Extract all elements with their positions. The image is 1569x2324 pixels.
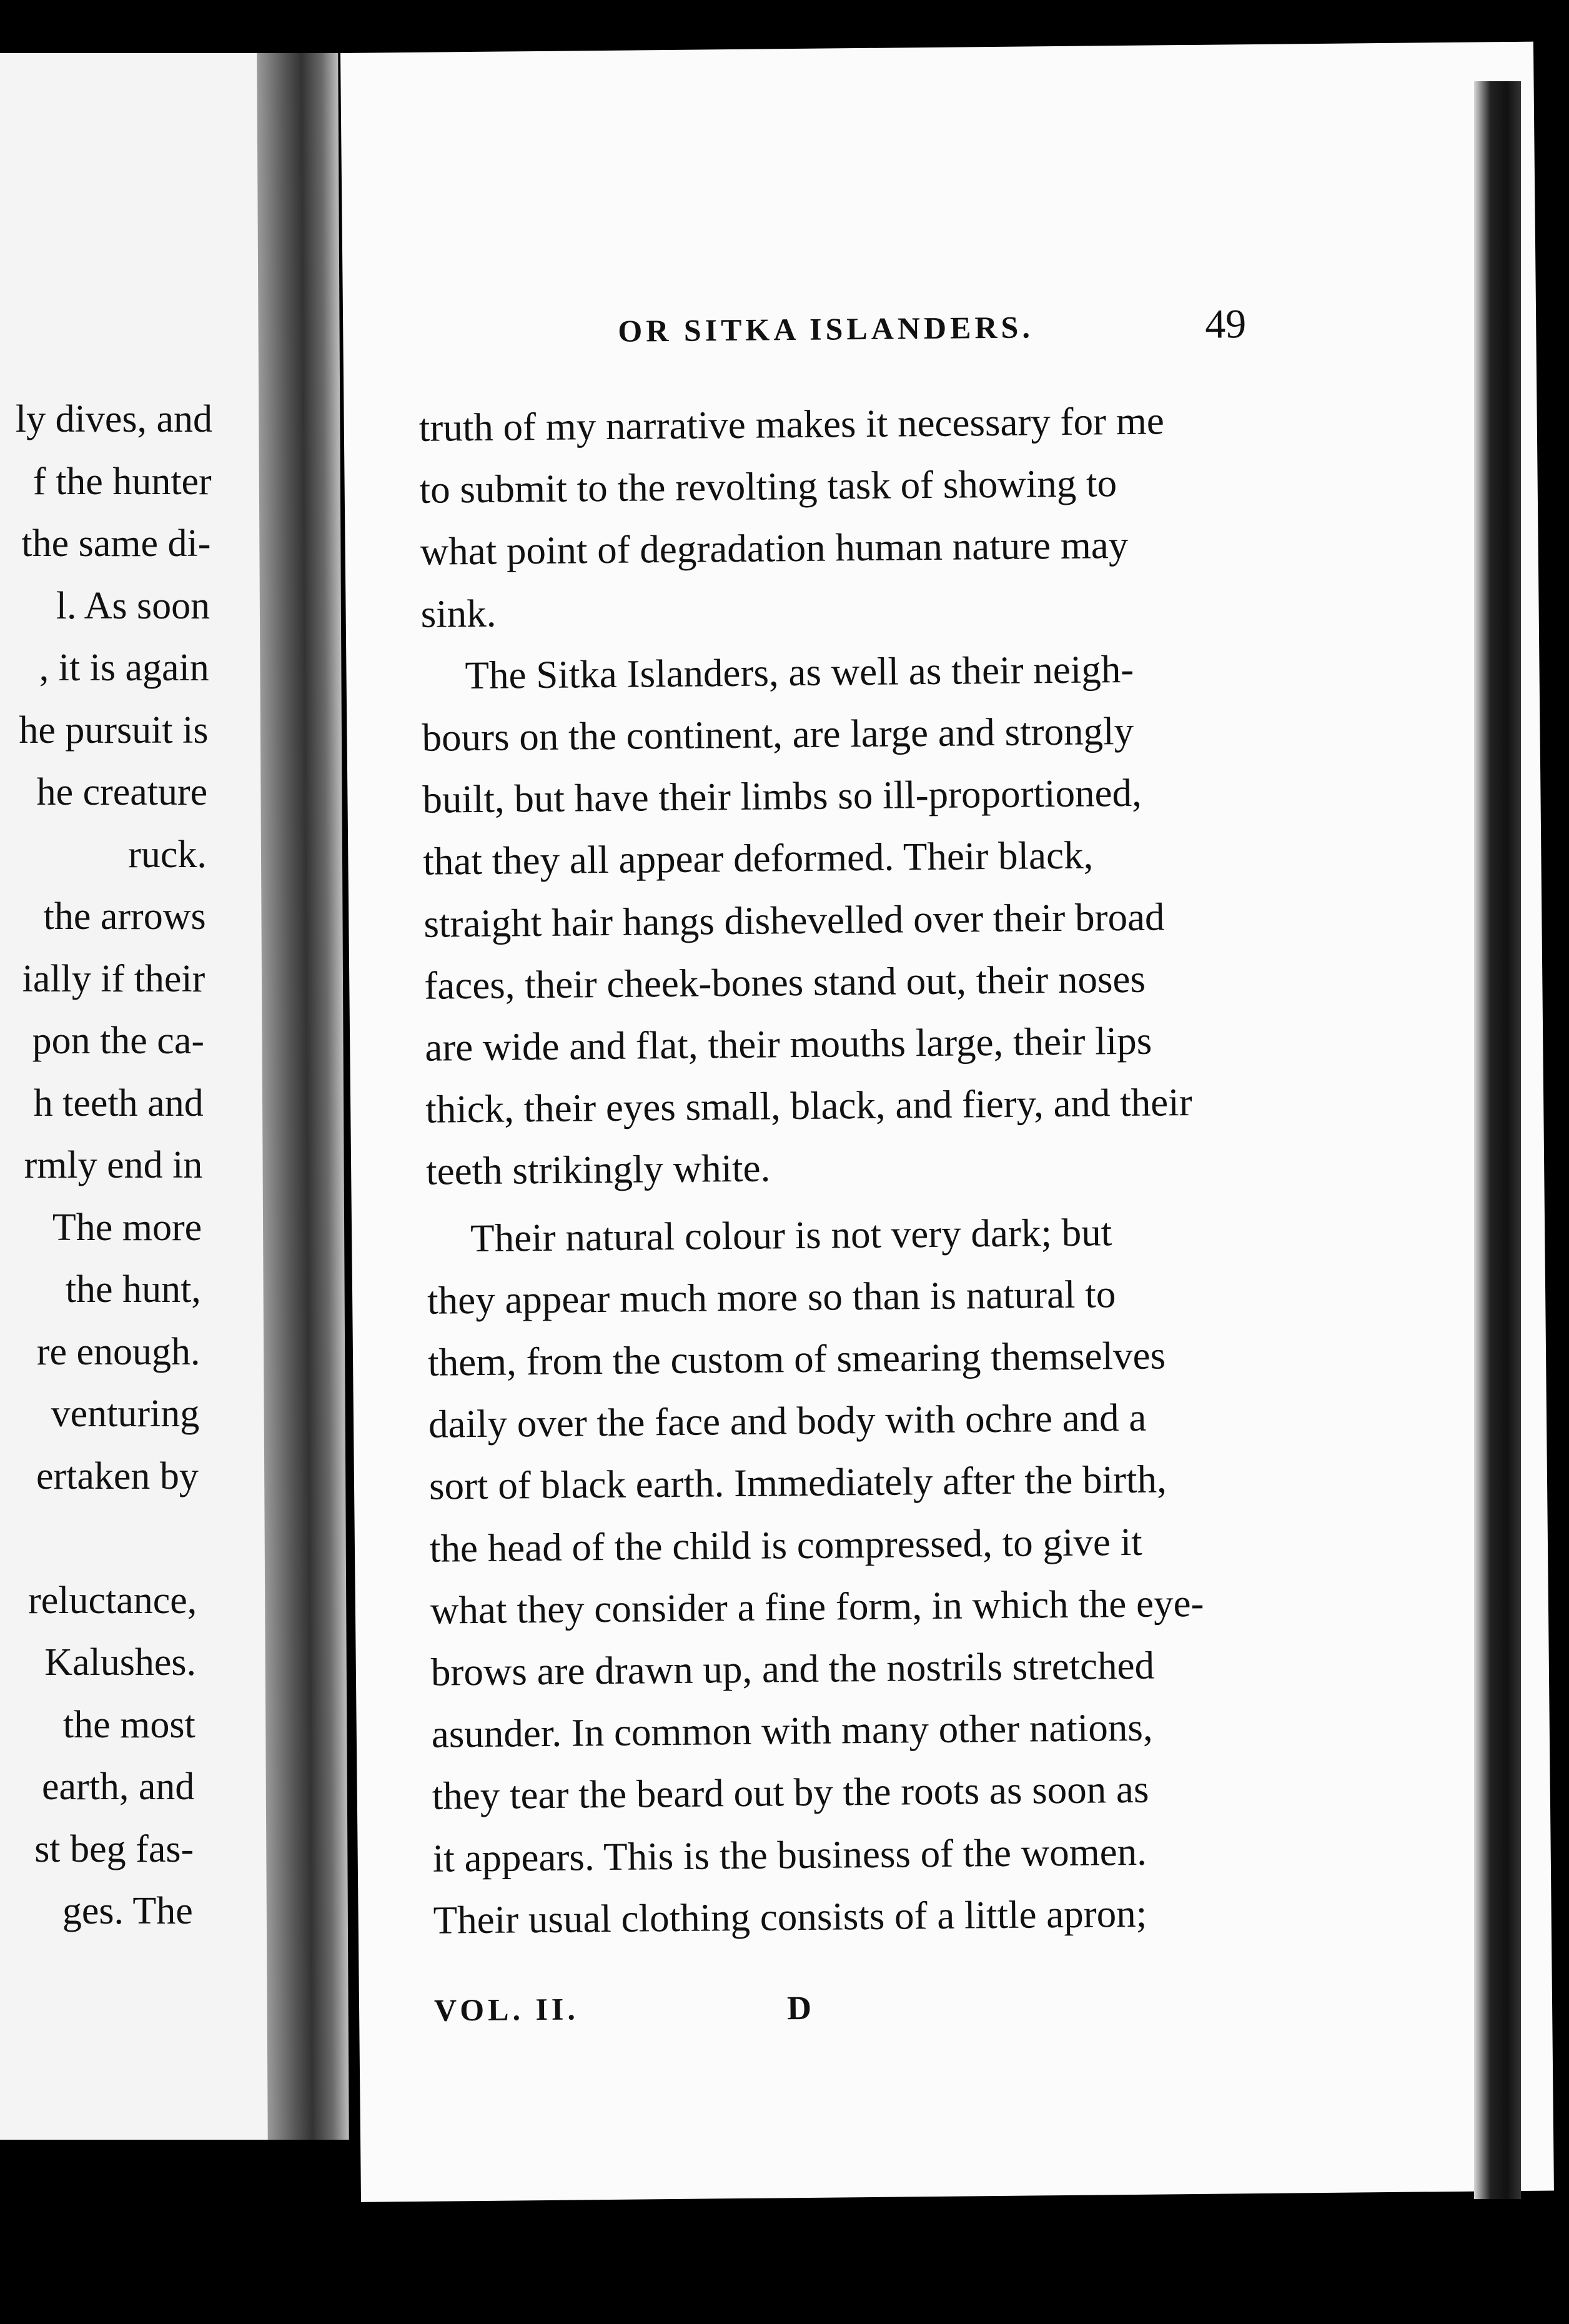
body-text-line: faces, their cheek-bones stand out, their noses (423, 956, 1146, 1008)
left-text-line: The more (52, 1206, 202, 1249)
body-text-line: it appears. This is the business of the women. (432, 1829, 1147, 1880)
body-text-line: what point of degradation human nature may (420, 523, 1129, 574)
left-text-line: Kalushes. (44, 1641, 196, 1684)
body-text-line: what they consider a fine form, in which the eye- (430, 1581, 1204, 1632)
body-text-line: Their natural colour is not very dark; but (470, 1209, 1112, 1260)
left-text-line: f the hunter (32, 460, 212, 503)
body-text-line: brows are drawn up, and the nostrils stretched (430, 1643, 1155, 1694)
left-text-line: st beg fas- (34, 1827, 194, 1870)
left-text-line: rmly end in (24, 1144, 203, 1186)
left-text-line: the arrows (43, 895, 206, 938)
body-text-line: sort of black earth. Immediately after the birth, (428, 1457, 1167, 1509)
left-text-line: re enough. (36, 1330, 200, 1373)
book-gutter-shadow (257, 53, 349, 2140)
left-text-line: reluctance, (28, 1579, 197, 1622)
left-text-line: venturing (51, 1393, 200, 1435)
body-text-line: teeth strikingly white. (425, 1146, 771, 1194)
page-number: 49 (1204, 301, 1247, 347)
body-text-line: bours on the continent, are large and strongly (422, 708, 1134, 760)
body-text-line: they tear the beard out by the roots as soon as (432, 1767, 1149, 1819)
body-text-line: are wide and flat, their mouths large, their lips (424, 1018, 1152, 1070)
left-text-line: ruck. (128, 833, 207, 876)
running-head: OR SITKA ISLANDERS. (618, 309, 1034, 349)
left-text-line: he pursuit is (19, 708, 209, 752)
body-text-line: Their usual clothing consists of a little apron; (433, 1891, 1147, 1942)
body-text-line: that they all appear deformed. Their black, (423, 833, 1094, 884)
left-text-line: l. As soon (56, 584, 210, 627)
body-text-line: The Sitka Islanders, as well as their neigh- (465, 647, 1134, 697)
body-text-line: to submit to the revolting task of showing to (419, 461, 1117, 512)
left-text-line: ges. The (62, 1890, 193, 1932)
left-text-line: pon the ca- (32, 1020, 204, 1062)
left-text-line: he creature (36, 771, 208, 813)
book-right-edge (1474, 81, 1521, 2199)
left-text-line: h teeth and (33, 1081, 204, 1125)
signature-letter: D (786, 1989, 812, 2027)
body-text-line: truth of my narrative makes it necessary for me (418, 399, 1165, 450)
left-page (0, 53, 281, 2140)
right-page (340, 42, 1554, 2202)
body-text-line: they appear much more so than is natural to (427, 1271, 1116, 1323)
body-text-line: asunder. In common with many other nations, (431, 1705, 1153, 1756)
left-text-line: the hunt, (65, 1268, 201, 1311)
left-text-line: ially if their (22, 957, 205, 1000)
body-text-line: straight hair hangs dishevelled over their broad (423, 894, 1165, 946)
body-text-line: sink. (420, 591, 497, 636)
body-text-line: the head of the child is compressed, to give it (429, 1519, 1142, 1571)
body-text-line: built, but have their limbs so ill-proportioned, (422, 770, 1142, 822)
body-text-line: daily over the face and body with ochre and a (428, 1395, 1147, 1446)
body-text-line: them, from the custom of smearing themselves (427, 1333, 1166, 1384)
body-text-line: thick, their eyes small, black, and fiery, and their (425, 1080, 1193, 1131)
left-text-line: earth, and (41, 1765, 195, 1808)
left-text-line: the same di- (21, 522, 211, 565)
left-text-line: , it is again (39, 647, 209, 689)
left-text-line: ertaken by (36, 1454, 199, 1497)
signature-volume: VOL. II. (433, 1991, 580, 2028)
left-text-line: the most (62, 1703, 196, 1746)
left-text-line: ly dives, and (15, 398, 212, 440)
